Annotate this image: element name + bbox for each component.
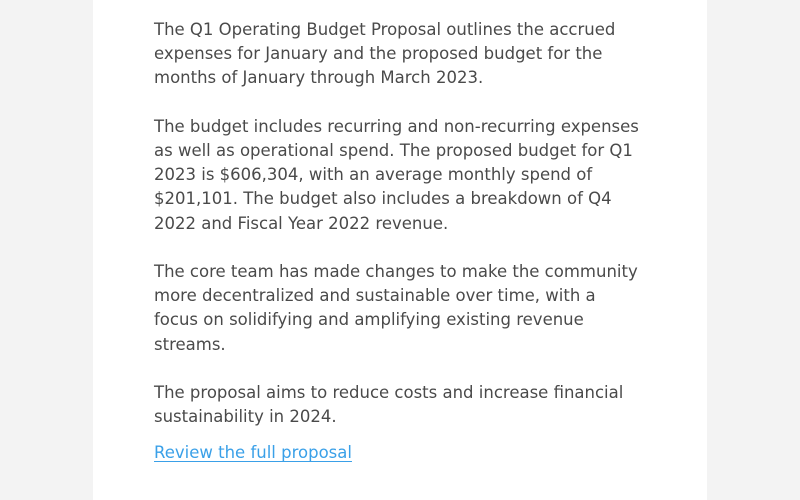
email-card xyxy=(93,0,707,500)
review-proposal-link[interactable]: Review the full proposal xyxy=(154,443,352,463)
paragraph-summary: The Q1 Operating Budget Proposal outlines the accrued expenses for January and the proposed budget for the months of January through March 2023. xyxy=(154,20,616,88)
email-body xyxy=(154,18,644,466)
paragraph-core-team: The core team has made changes to make the community more decentralized and sustainable over time, with a focus on solidifying and amplifying existing revenue streams. xyxy=(154,262,638,354)
paragraph-goal: The proposal aims to reduce costs and increase financial sustainability in 2024. xyxy=(154,383,624,427)
paragraph-budget-details: The budget includes recurring and non-recurring expenses as well as operational spend. The proposed budget for Q1 2023 is $606,304, with an average monthly spend of $201,101. The budget also includes a breakdown of Q4 2022 and Fiscal Year 2022 revenue. xyxy=(154,116,639,233)
